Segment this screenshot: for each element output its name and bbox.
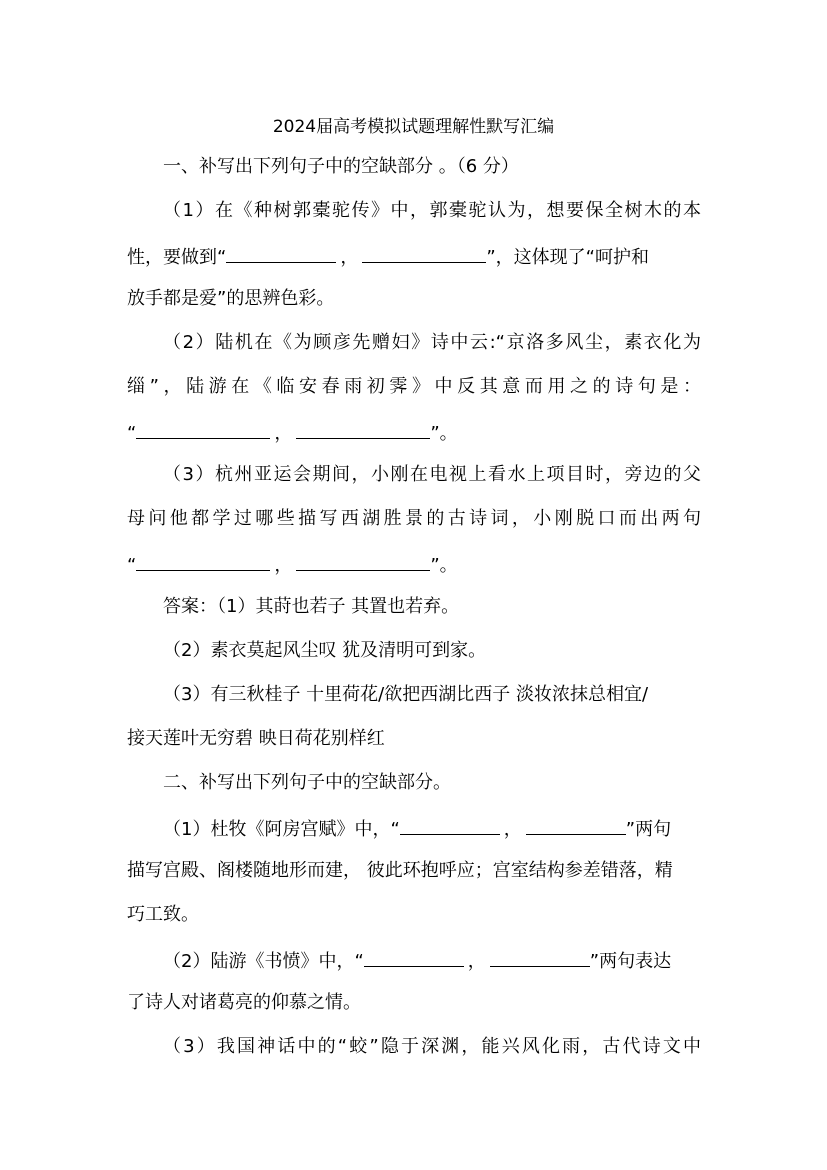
answer-3-line2: 接天莲叶无穷碧 映日荷花别样红 xyxy=(127,728,385,749)
s2-q2-line2: 了诗人对诸葛亮的仰慕之情。 xyxy=(127,992,361,1013)
s2-q1-line2: 描写宫殿、阁楼随地形而建， 彼此环抱呼应；宫室结构参差错落，精 xyxy=(127,860,673,881)
blank-separator: ， xyxy=(340,247,359,268)
answer-3-line1: （3）有三秋桂子 十里荷花/欲把西湖比西子 淡妆浓抹总相宜/ xyxy=(163,684,649,705)
answer-blank[interactable] xyxy=(296,550,430,571)
s1-q3-line3-prefix: “ xyxy=(127,555,137,576)
s2-q1-line1-prefix: （1）杜牧《阿房宫赋》中，“ xyxy=(163,819,400,840)
blank-separator: ， xyxy=(503,819,522,840)
answer-blank[interactable] xyxy=(400,814,500,835)
s1-q3-line1: （3）杭州亚运会期间，小刚在电视上看水上项目时，旁边的父 xyxy=(163,464,701,485)
answer-blank[interactable] xyxy=(226,242,336,263)
answer-blank[interactable] xyxy=(362,242,486,263)
s1-q2-line1: （2）陆机在《为顾彦先赠妇》诗中云:“京洛多风尘，素衣化为 xyxy=(163,332,701,353)
s1-q1-line2 xyxy=(127,242,701,268)
s1-q1-line1: （1）在《种树郭橐驼传》中，郭橐驼认为，想要保全树木的本 xyxy=(163,200,701,221)
s1-q3-line2: 母问他都学过哪些描写西湖胜景的古诗词，小刚脱口而出两句 xyxy=(127,508,701,529)
answer-blank[interactable] xyxy=(136,550,270,571)
blank-separator: ， xyxy=(274,423,293,444)
s1-q2-line3 xyxy=(127,418,701,444)
s1-q3-line3 xyxy=(127,550,701,576)
s1-q1-line3: 放手都是爱”的思辨色彩。 xyxy=(127,288,335,309)
s2-q2-line1-suffix: ”两句表达 xyxy=(589,951,672,972)
s1-q3-line3-suffix: ”。 xyxy=(430,555,458,576)
blank-separator: ， xyxy=(274,555,293,576)
answer-blank[interactable] xyxy=(296,418,430,439)
section1-heading: 一、补写出下列句子中的空缺部分 。（6 分） xyxy=(163,156,519,177)
s1-q1-line2-suffix: ”，这体现了“呵护和 xyxy=(486,247,649,268)
s1-q2-line3-suffix: ”。 xyxy=(430,423,458,444)
s2-q3-line1: （3）我国神话中的“蛟”隐于深渊，能兴风化雨，古代诗文中 xyxy=(163,1036,701,1057)
answer-1: 答案：（1）其莳也若子 其置也若弃。 xyxy=(163,596,460,617)
s1-q2-line3-prefix: “ xyxy=(127,423,137,444)
page-title: 2024届高考模拟试题理解性默写汇编 xyxy=(272,117,555,137)
blank-separator: ， xyxy=(467,951,486,972)
s2-q1-line1 xyxy=(163,814,701,840)
answer-blank[interactable] xyxy=(136,418,270,439)
s2-q1-line1-suffix: ”两句 xyxy=(625,819,672,840)
answer-blank[interactable] xyxy=(490,946,590,967)
s1-q1-line2-prefix: 性，要做到“ xyxy=(127,247,227,268)
s2-q1-line3: 巧工致。 xyxy=(127,904,199,925)
answer-2: （2）素衣莫起风尘叹 犹及清明可到家。 xyxy=(163,640,487,661)
answer-blank[interactable] xyxy=(526,814,626,835)
answer-blank[interactable] xyxy=(364,946,464,967)
s1-q2-line2: 缁”，陆游在《临安春雨初霁》中反其意而用之的诗句是： xyxy=(127,376,701,397)
section2-heading: 二、补写出下列句子中的空缺部分。 xyxy=(163,772,451,793)
s2-q2-line1-prefix: （2）陆游《书愤》中，“ xyxy=(163,951,364,972)
s2-q2-line1 xyxy=(163,946,701,972)
